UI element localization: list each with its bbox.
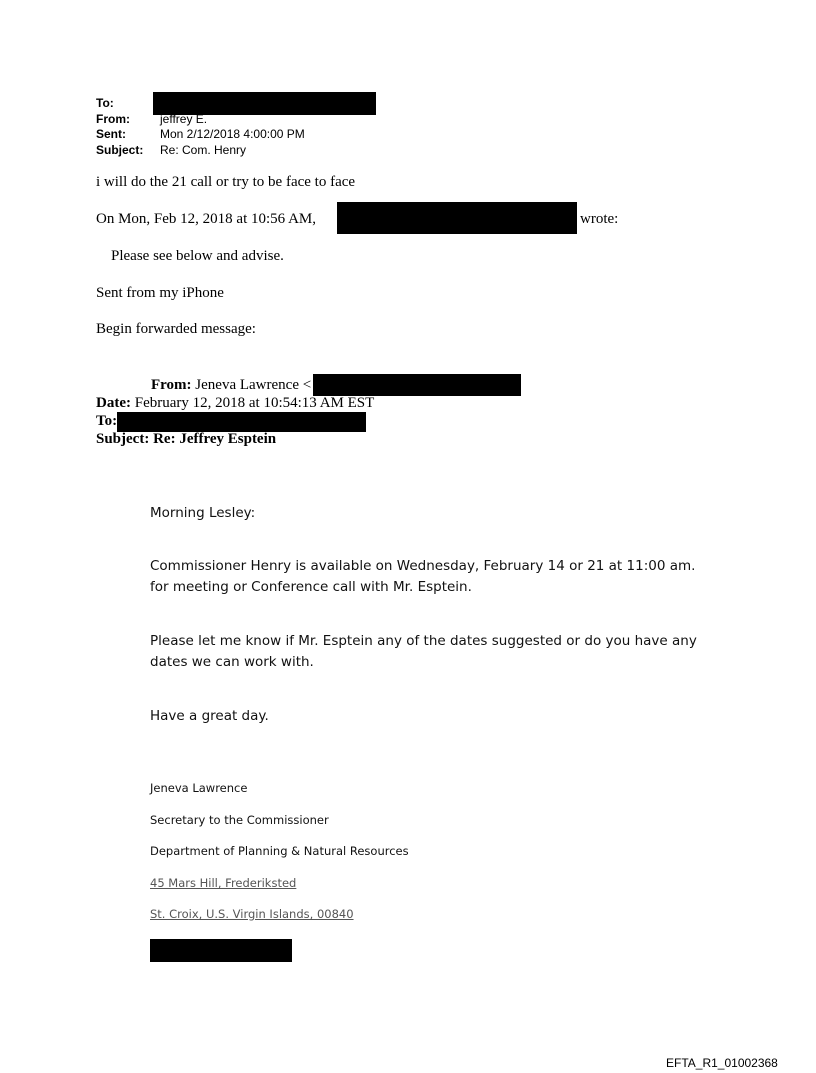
to-label: To: [96,96,114,110]
message-para1-line2: for meeting or Conference call with Mr. Esptein. [150,579,472,595]
signature-title: Secretary to the Commissioner [150,813,329,827]
sent-label: Sent: [96,127,126,141]
redaction-fwd-from [313,374,521,396]
from-label: From: [96,112,130,126]
sent-from-line: Sent from my iPhone [96,285,224,301]
signature-address-line1[interactable]: 45 Mars Hill, Frederiksted [150,876,297,890]
fwd-subject-line [96,431,276,448]
message-para2-line2: dates we can work with. [150,654,314,670]
subject-label: Subject: [96,143,144,157]
message-para1-line1: Commissioner Henry is available on Wednesday, February 14 or 21 at 11:00 am. [150,558,696,574]
message-para2-line1: Please let me know if Mr. Esptein any of the dates suggested or do you have any [150,633,697,649]
sent-value: Mon 2/12/2018 4:00:00 PM [160,127,305,141]
redaction-sender [337,202,577,234]
fwd-date-value: February 12, 2018 at 10:54:13 AM EST [134,395,375,411]
fwd-from-line [151,377,311,394]
reply-body: i will do the 21 call or try to be face to face [96,174,356,190]
redaction-fwd-to [117,412,366,432]
quote-intro: On Mon, Feb 12, 2018 at 10:56 AM, [96,211,317,227]
fwd-to-label: To: [96,413,118,429]
fwd-from-label: From: [151,377,192,393]
signature-address-line2[interactable]: St. Croix, U.S. Virgin Islands, 00840 [150,907,354,921]
quoted-line: Please see below and advise. [111,248,284,264]
signature-name: Jeneva Lawrence [150,781,248,795]
from-value: jeffrey E. [160,112,208,126]
message-closing: Have a great day. [150,708,269,724]
fwd-to-line [96,413,117,430]
redaction-signature [150,939,292,962]
message-greeting: Morning Lesley: [150,505,256,521]
signature-department: Department of Planning & Natural Resources [150,844,409,858]
quote-wrote: wrote: [580,211,619,227]
fwd-date-label: Date: [96,395,131,411]
fwd-date-line [96,395,374,412]
fwd-from-value: Jeneva Lawrence < [195,377,312,393]
begin-forwarded: Begin forwarded message: [96,321,256,337]
document-id: EFTA_R1_01002368 [666,1056,778,1070]
subject-value: Re: Com. Henry [160,143,247,157]
fwd-subject-label: Subject: Re: Jeffrey Esptein [96,431,277,447]
